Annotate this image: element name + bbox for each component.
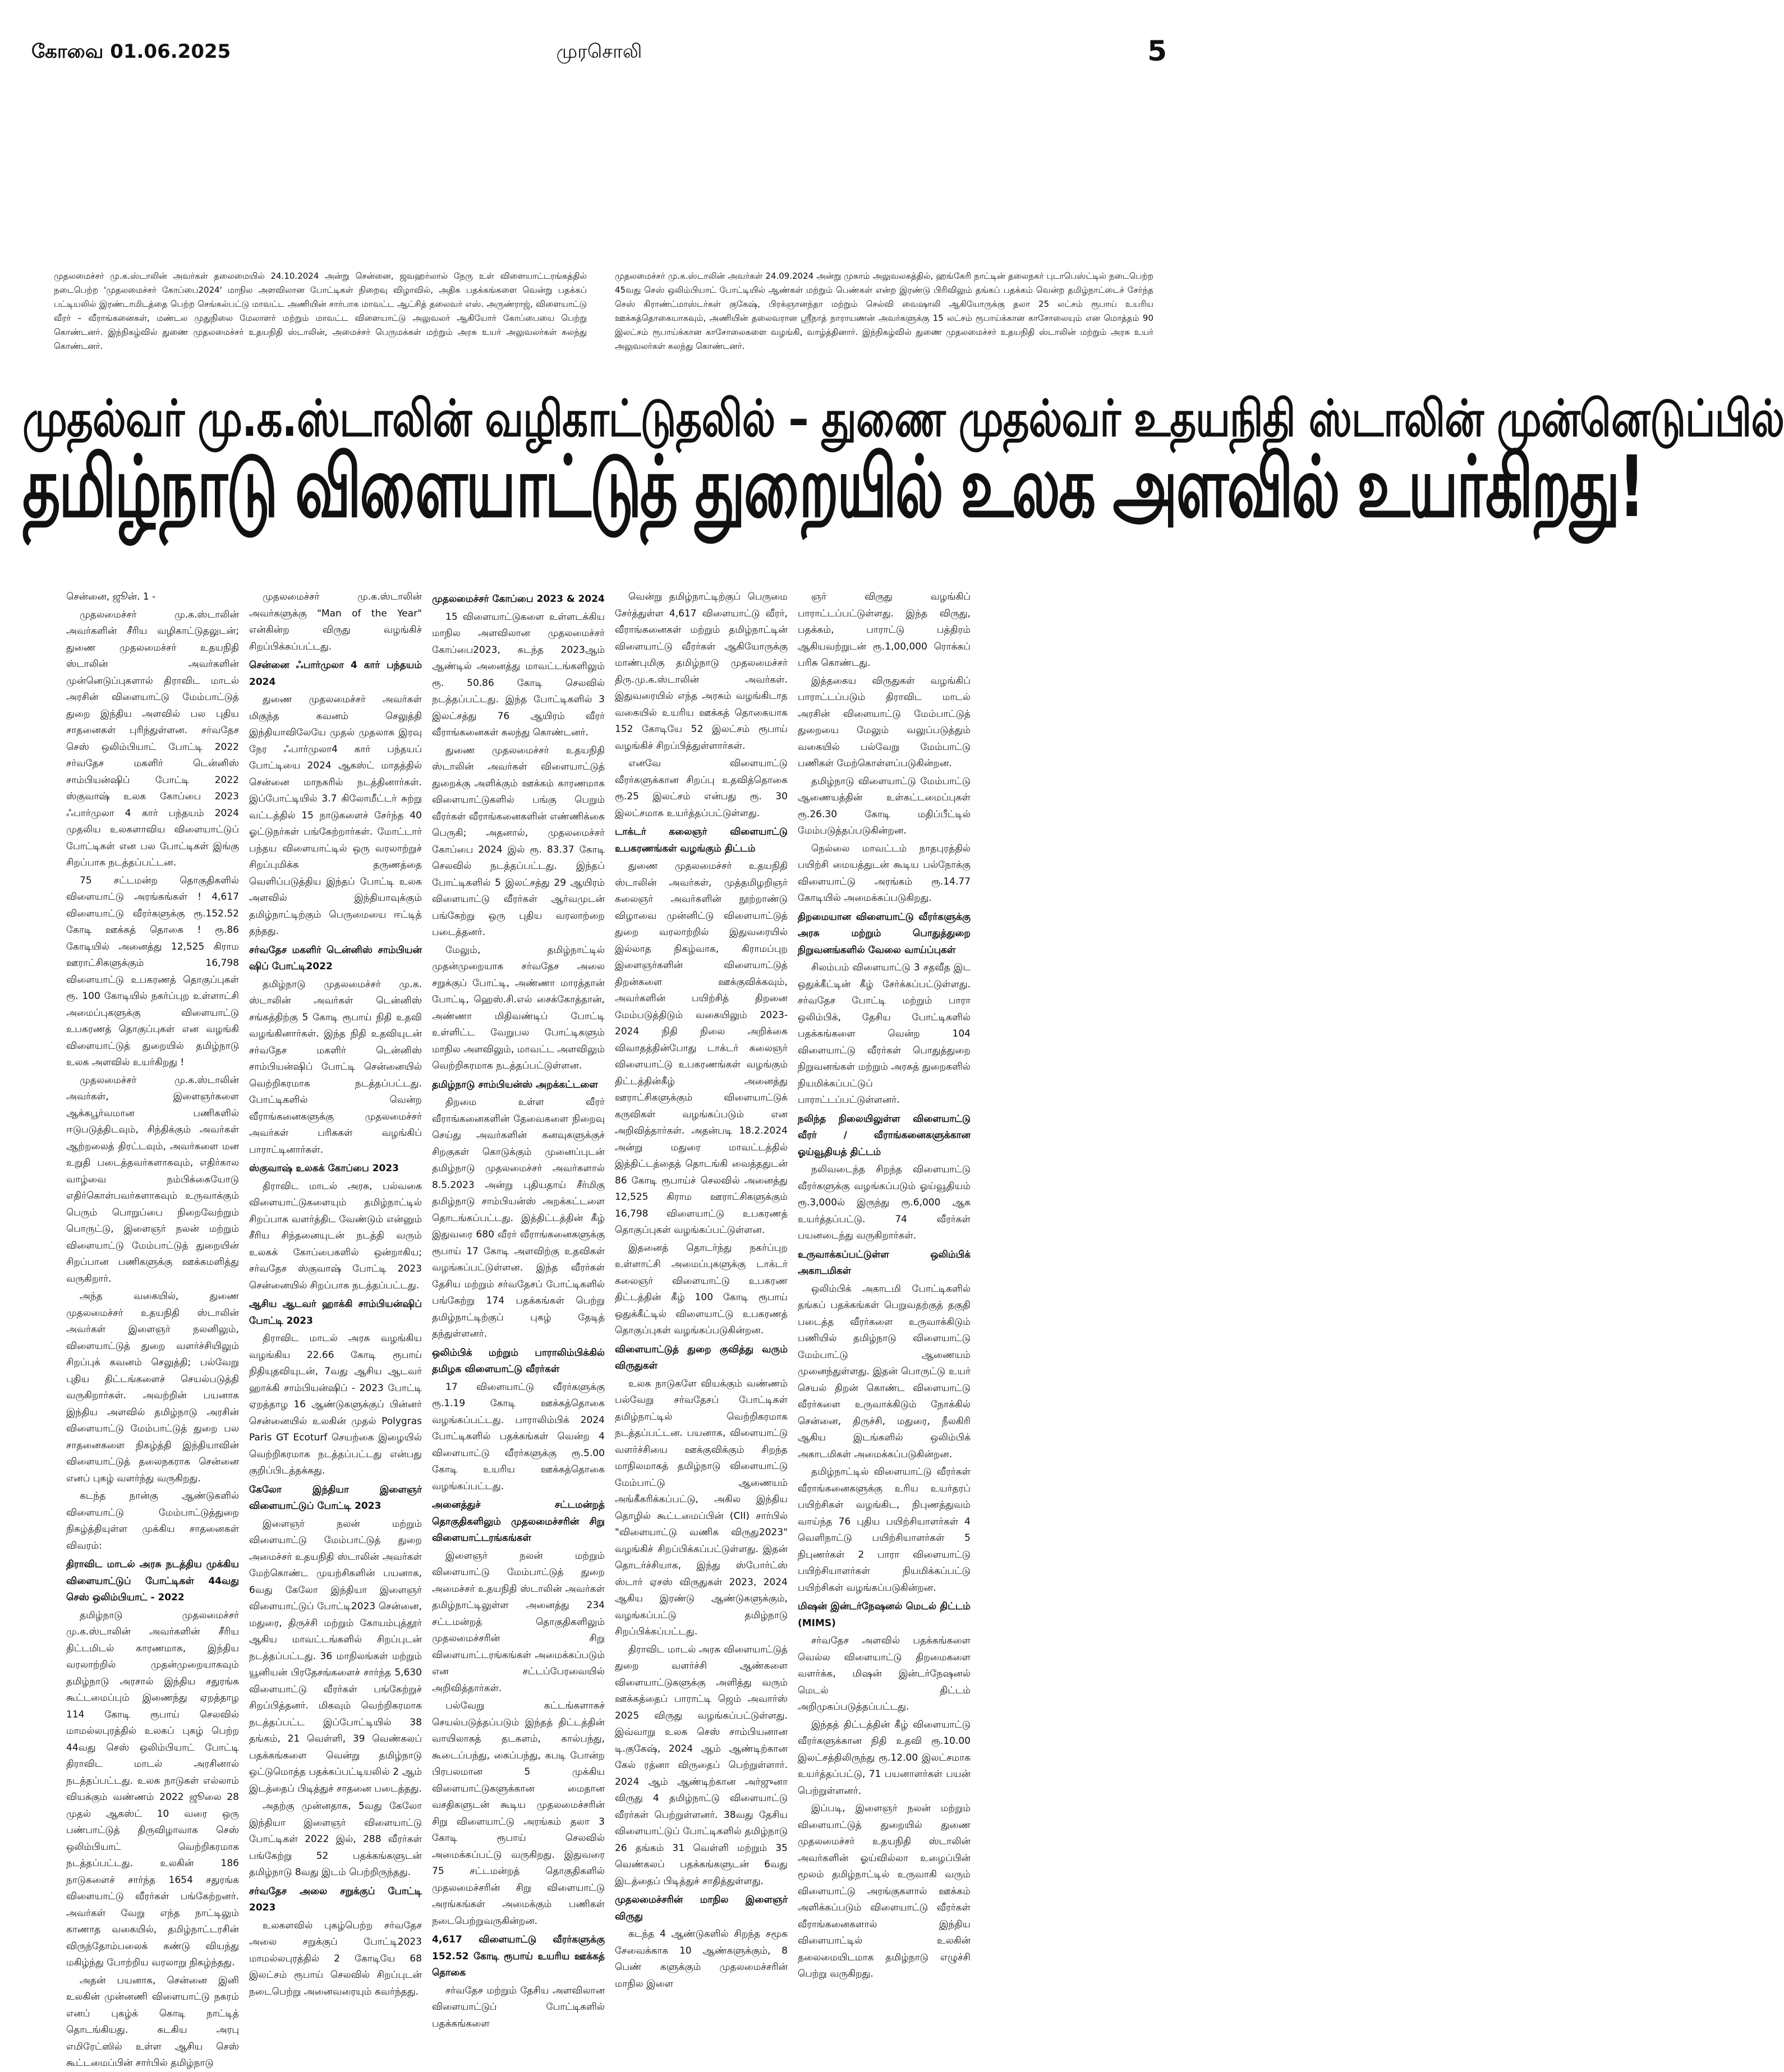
- subheading: திறமையான விளையாட்டு வீரர்களுக்கு அரசு மற்றும் பொதுத்துறை நிறுவனங்களில் வேலை வாய்ப்புகள்: [798, 911, 971, 956]
- paragraph: இதனைத் தொடர்ந்து நகர்ப்புற உள்ளாட்சி அமைப்புகளுக்கு டாக்டர் கலைஞர் விளையாட்டு உபகரண திட்டத்தின் கீழ் 100 கோடி ரூபாய் ஒதுக்கீட்டில் விளையாட்டு உபகரணத் தொகுப்புகள் வழங்கப்படுகின்றன.: [615, 1242, 788, 1336]
- article-body: [66, 589, 1157, 2069]
- paragraph: நலிவடைந்த சிறந்த விளையாட்டு வீரர்களுக்கு வழங்கப்படும் ஓய்வூதியம் ரூ.3,000ல் இருந்து ரூ.6,000 ஆக உயர்த்தப்பட்டு. 74 வீரர்கள் பயனடைந்து வருகிறார்கள்.: [798, 1164, 971, 1241]
- subheading: கேலோ இந்தியா இளைஞர் விளையாட்டுப் போட்டி 2023: [249, 1484, 422, 1512]
- subheading: அனைத்துச் சட்டமன்றத் தொகுதிகளிலும் முதலமைச்சரின் சிறு விளையாட்டரங்கங்கள்: [432, 1499, 605, 1544]
- article-column-4: [615, 589, 788, 1990]
- photo-caption-left: முதலமைச்சர் மு.க.ஸ்டாலின் அவர்கள் தலைமையில் 24.10.2024 அன்று சென்னை, ஜவஹர்லால் நேரு உள் விளையாட்டரங்கத்தில் நடைபெற்ற 'முதலமைச்சர் கோப்பை2024' மாநில அளவிலான போட்டிகள் நிறைவு விழாவில், அதிக பதக்கங்களை வென்று பதக்கப் பட்டியலில் இரண்டாமிடத்தை பெற்ற செங்கல்பட்டு மாவட்ட அணியின் சார்பாக மாவட்ட ஆட்சித் தலைவர் எஸ். அருண்ராஜ், விளையாட்டு வீரர் – வீராங்கனைகள், மண்டல முதுநிலை மேலாளர் மற்றும் மாவட்ட விளையாட்டு அலுவலர் ஆகியோர் கோப்பையை பெற்று கொண்டனர். இந்நிகழ்வில் துணை முதலமைச்சர் உதயநிதி ஸ்டாலின், அமைச்சர் பெருமக்கள் மற்றும் அரசு உயர் அலுவலர்கள் கலந்து கொண்டனர்.: [54, 271, 587, 351]
- paragraph: 75 சட்டமன்ற தொகுதிகளில் விளையாட்டு அரங்கங்கள் ! 4,617 விளையாட்டு வீரர்களுக்கு ரூ.152.52 கோடி ஊக்கத் தொகை ! ரூ.86 கோடியில் அனைத்து 12,525 கிராம ஊராட்சிகளுக்கும் 16,798 விளையாட்டு உபகரணத் தொகுப்புகள் ரூ. 100 கோடியில் நகர்ப்புற உள்ளாட்சி அமைப்புகளுக்கு விளையாட்டு உபகரணத் தொகுப்புகள் என வழங்கி விளையாட்டுத் துறையில் தமிழ்நாடு உலக அளவில் உயர்கிறது !: [66, 874, 239, 1068]
- kicker-headline: முதல்வர் மு.க.ஸ்டாலின் வழிகாட்டுதலில் – துணை முதல்வர் உதயநிதி ஸ்டாலின் முன்னெடுப்பில்: [22, 389, 1784, 448]
- paragraph: கடந்த நான்கு ஆண்டுகளில் விளையாட்டு மேம்பாட்டுத்துறை நிகழ்த்தியுள்ள முக்கிய சாதனைகள் விவரம்:: [66, 1490, 239, 1551]
- masthead: [31, 35, 1167, 68]
- photo-left: [31, 90, 592, 258]
- paragraph: தமிழ்நாடு முதலமைச்சர் மு.க.ஸ்டாலின் அவர்களின் சீரிய திட்டமிடல் காரணமாக, இந்திய வரலாற்றில் முதன்முறையாகவும் தமிழ்நாடு அரசால் இந்திய சதுரங்க கூட்டமைப்பும் இணைந்து ஏறத்தாழ 114 கோடி ரூபாய் செலவில் மாமல்லபுரத்தில் உலகப் புகழ் பெற்ற 44வது செஸ் ஒலிம்பியாட் போட்டி திராவிட மாடல் அரசினால் நடத்தப்பட்டது. உலக நாடுகள் எல்லாம் வியக்கும் வண்ணம் 2022 ஜூலை 28 முதல் ஆகஸ்ட் 10 வரை ஒரு பண்பாட்டுத் திருவிழாவாக செஸ் ஒலிம்பியாட் வெற்றிகரமாக நடத்தப்பட்டது. உலகின் 186 நாடுகளைச் சார்ந்த 1654 சதுரங்க விளையாட்டு வீரர்கள் பங்கேற்றனர். அவர்கள் வேறு எந்த நாட்டிலும் காணாத வகையில், தமிழ்நாட்டரசின் விருந்தோம்பலைக் கண்டு வியந்து மகிழ்ந்து போற்றிய வரலாறு நிகழ்ந்தது.: [66, 1609, 239, 1968]
- paragraph: எனவே விளையாட்டு வீரர்களுக்கான சிறப்பு உதவித்தொகை ரூ.25 இலட்சம் என்பது ரூ. 30 இலட்சமாக உயர்த்தப்பட்டுள்ளது.: [615, 758, 788, 819]
- paragraph: வென்று தமிழ்நாட்டிற்குப் பெருமை சேர்த்துள்ள 4,617 விளையாட்டு வீரர், வீராங்கனைகள் மற்றும் தமிழ்நாட்டின் விளையாட்டு வீரர்கள் ஆகியோருக்கு மாண்புமிகு தமிழ்நாடு முதலமைச்சர் திரு.மு.க.ஸ்டாலின் அவர்கள். இதுவரையில் எந்த அரசும் வழங்கிடாத வகையில் உயரிய ஊக்கத் தொகையாக 152 கோடியே 52 இலட்சம் ரூபாய் வழங்கிச் சிறப்பித்துள்ளார்கள்.: [615, 591, 788, 752]
- subheading: சென்னை ஃபார்முலா 4 கார் பந்தயம் 2024: [249, 660, 422, 688]
- article-column-5: [798, 589, 971, 1979]
- paragraph: அந்த வகையில், துணை முதலமைச்சர் உதயநிதி ஸ்டாலின் அவர்கள் இளைஞர் நலனிலும், விளையாட்டுத் துறை வளர்ச்சியிலும் சிறப்புக் கவனம் செலுத்தி; பல்வேறு புதிய திட்டங்களைச் செயல்படுத்தி வருகிறார்கள். அவற்றின் பயனாக இந்திய அளவில் தமிழ்நாடு அரசின் விளையாட்டு மேம்பாட்டுத் துறை பல சாதனைகளை நிகழ்த்தி இந்தியாவின் விளையாட்டுத் தலைநகராக சென்னை எனப் புகழ் வளர்ந்து வருகிறது.: [66, 1291, 239, 1484]
- edition-date: கோவை 01.06.2025: [31, 40, 231, 63]
- paragraph: ஞர் விருது வழங்கிப் பாராட்டப்பட்டுள்ளது. இந்த விருது, பதக்கம், பாராட்டு பத்திரம் ஆகியவற்றுடன் ரூ.1,00,000 ரொக்கப் பரிசு கொண்டது.: [798, 591, 971, 669]
- photo-row: [31, 90, 1167, 258]
- paragraph: இந்தத் திட்டத்தின் கீழ் விளையாட்டு வீரர்களுக்கான நிதி உதவி ரூ.10.00 இலட்சத்திலிருந்து ரூ.12.00 இலட்சமாக உயர்த்தப்பட்டு, 71 பயனாளர்கள் பயன் பெற்றுள்ளனர்.: [798, 1719, 971, 1797]
- subheading: சர்வதேச அலை சறுக்குப் போட்டி 2023: [249, 1885, 422, 1913]
- subheading: முதலமைச்சர் கோப்பை 2023 & 2024: [432, 593, 605, 605]
- paragraph: பல்வேறு கட்டங்களாகச் செயல்படுத்தப்படும் இந்தத் திட்டத்தின் வாயிலாகத் தடகளம், கால்பந்து, கூடைப்பந்து, கைப்பந்து, கபடி போன்ற பிரபலமான 5 முக்கிய விளையாட்டுகளுக்கான மைதான வசதிகளுடன் கூடிய முதலமைச்சரின் சிறு விளையாட்டு அரங்கம் தலா 3 கோடி ரூபாய் செலவில் அமைக்கப்பட்டு வருகிறது. இதுவரை 75 சட்டமன்றத் தொகுதிகளில் முதலமைச்சரின் சிறு விளையாட்டு அரங்கங்கள் அமைக்கும் பணிகள் நடைபெற்றுவருகின்றன.: [432, 1700, 605, 1927]
- photo-right: [615, 90, 1167, 258]
- paragraph: உலகளவில் புகழ்பெற்ற சர்வதேச அலை சறுக்குப் போட்டி2023 மாமல்லபுரத்தில் 2 கோடியே 68 இலட்சம் ரூபாய் செலவில் சிறப்புடன் நடைபெற்று அனைவரையும் கவர்ந்தது.: [249, 1919, 422, 1997]
- subheading: 4,617 விளையாட்டு வீரர்களுக்கு 152.52 கோடி ரூபாய் உயரிய ஊக்கத் தொகை: [432, 1934, 605, 1978]
- dateline: சென்னை, ஜூன். 1 -: [66, 591, 156, 602]
- paragraph: துணை முதலமைச்சர் உதயநிதி ஸ்டாலின் அவர்கள், முத்தமிழறிஞர் கலைஞர் அவர்களின் நூற்றாண்டு விழாவை முன்னிட்டு விளையாட்டுத் துறை வரலாற்றில் இதுவரையில் இல்லாத நிகழ்வாக, கிராமப்புற இளைஞர்களின் விளையாட்டுத் திறன்களை ஊக்குவிக்கவும், அவர்களின் பயிற்சித் திறனை மேம்படுத்திடும் வகையிலும் 2023-2024 நிதி நிலை அறிக்கை விவாதத்தின்போது டாக்டர் கலைஞர் விளையாட்டு உபகரணங்கள் வழங்கும் திட்டத்தின்கீழ் அனைத்து ஊராட்சிகளுக்கும் விளையாட்டுக் கருவிகள் வழங்கப்படும் என அறிவித்தார்கள். அதன்படி 18.2.2024 அன்று மதுரை மாவட்டத்தில் இத்திட்டத்தைத் தொடங்கி வைத்ததுடன் 86 கோடி ரூபாய்ச் செலவில் அனைத்து 12,525 கிராம ஊராட்சிகளுக்கும் 16,798 விளையாட்டு உபகரணத் தொகுப்புகள் வழங்கப்பட்டுள்ளன.: [615, 860, 788, 1236]
- subheading: ஆசிய ஆடவர் ஹாக்கி சாம்பியன்ஷிப் போட்டி 2023: [249, 1299, 422, 1327]
- page-number: 5: [1147, 35, 1167, 67]
- paragraph: திராவிட மாடல் அரசு விளையாட்டுத் துறை வளர்ச்சி ஆண்களை விளையாட்டுகளுக்கு அளித்து வரும் ஊக்கத்தைப் பாராட்டி ஜெம் அவார்ஸ் 2025 விருது வழங்கப்பட்டுள்ளது. இவ்வாறு உலக செஸ் சாம்பியனான டி.குகேஷ், 2024 ஆம் ஆண்டிற்கான கேல் ரத்னா விருதைப் பெற்றுள்ளார். 2024 ஆம் ஆண்டிற்கான அர்ஜுனா விருது 4 தமிழ்நாட்டு விளையாட்டு வீரர்கள் பெற்றுள்ளனர். 38வது தேசிய விளையாட்டுப் போட்டிகளில் தமிழ்நாடு 26 தங்கம் 31 வெள்ளி மற்றும் 35 வெண்கலப் பதக்கங்களுடன் 6வது இடத்தைப் பிடித்துச் சாதித்துள்ளது.: [615, 1643, 788, 1887]
- subheading: நலிந்த நிலையிலுள்ள விளையாட்டு வீரர் / வீராங்கனைகளுக்கான ஓய்வூதியத் திட்டம்: [798, 1113, 971, 1158]
- subheading: மிஷன் இன்டர்நேஷனல் மெடல் திட்டம் (MIMS): [798, 1601, 971, 1629]
- newspaper-name: முரசொலி: [556, 40, 642, 63]
- subheading: டாக்டர் கலைஞர் விளையாட்டு உபகரணங்கள் வழங்கும் திட்டம்: [615, 826, 788, 854]
- article-column-1: [66, 589, 239, 2069]
- paragraph: திராவிட மாடல் அரசு வழங்கிய வழங்கிய 22.66 கோடி ரூபாய் நிதியுதவியுடன், 7வது ஆசிய ஆடவர் ஹாக்கி சாம்பியன்ஷிப் - 2023 போட்டி ஏறத்தாழ 16 ஆண்டுகளுக்குப் பின்னர் சென்னையில் உலகின் முதல் Polygras Paris GT Ecoturf செயற்கை இழையில் வெற்றிகரமாக நடத்தப்பட்டது என்பது குறிப்பிடத்தக்கது.: [249, 1333, 422, 1476]
- paragraph: 17 விளையாட்டு வீரர்களுக்கு ரூ.1.19 கோடி ஊக்கத்தொகை வழங்கப்பட்டது. பாராலிம்பிக் 2024 போட்டிகளில் பதக்கங்கள் வென்ற 4 விளையாட்டு வீரர்களுக்கு ரூ.5.00 கோடி உயரிய ஊக்கத்தொகை வழங்கப்பட்டது.: [432, 1381, 605, 1492]
- paragraph: ஒலிம்பிக் அகாடமி போட்டிகளில் தங்கப் பதக்கங்கள் பெறுவதற்குத் தகுதி படைத்த வீரர்களை உருவாக்கிடும் பணியில் தமிழ்நாடு விளையாட்டு மேம்பாட்டு ஆணையம் முனைந்துள்ளது. இதன் பொருட்டு உயர் செயல் திறன் கொண்ட விளையாட்டு வீரர்களை உருவாக்கிடும் நோக்கில் சென்னை, திருச்சி, மதுரை, நீலகிரி ஆகிய இடங்களில் ஒலிம்பிக் அகாடமிகள் அமைக்கப்படுகின்றன.: [798, 1283, 971, 1460]
- paragraph: இப்படி, இளைஞர் நலன் மற்றும் விளையாட்டுத் துறையில் துணை முதலமைச்சர் உதயநிதி ஸ்டாலின் அவர்களின் ஓய்வில்லா உழைப்பின் மூலம் தமிழ்நாட்டில் உருவாகி வரும் விளையாட்டு அரங்குகளால் ஊக்கம் அளிக்கப்படும் விளையாட்டு வீரர்கள் வீராங்கனைகளால் இந்திய விளையாட்டில் உலகின் தலைமையிடமாக தமிழ்நாடு எழுச்சி பெற்று வருகிறது.: [798, 1803, 971, 1979]
- subheading: திராவிட மாடல் அரசு நடத்திய முக்கிய விளையாட்டுப் போட்டிகள் 44வது செஸ் ஒலிம்பியாட் - 2022: [66, 1559, 239, 1603]
- paragraph: உலக நாடுகளே வியக்கும் வண்ணம் பல்வேறு சர்வதேசப் போட்டிகள் தமிழ்நாட்டில் வெற்றிகரமாக நடத்தப்பட்டன. பயனாக, விளையாட்டு வளர்ச்சியை ஊக்குவிக்கும் சிறந்த மாநிலமாகத் தமிழ்நாடு விளையாட்டு மேம்பாட்டு ஆணையம் அங்கீகரிக்கப்பட்டு, அகில இந்திய தொழில் கூட்டமைப்பின் (CII) சார்பில் "விளையாட்டு வணிக விருது2023" வழங்கிச் சிறப்பிக்கப்பட்டுள்ளது. இதன் தொடர்ச்சியாக, இந்து ஸ்போர்ட்ஸ் ஸ்டார் ஏசஸ் விருதுகள் 2023, 2024 ஆகிய இரண்டு ஆண்டுகளுக்கும், வழங்கப்பட்டு தமிழ்நாடு சிறப்பிக்கப்பட்டது.: [615, 1378, 788, 1637]
- paragraph: முதலமைச்சர் மு.க.ஸ்டாலின் அவர்களின் சீரிய வழிகாட்டுதலுடன்; துணை முதலமைச்சர் உதயநிதி ஸ்டாலின் அவர்களின் முன்னெடுப்புகளால் திராவிட மாடல் அரசின் விளையாட்டு மேம்பாட்டுத் துறை இந்திய அளவில் பல புதிய சாதனைகள் புரிந்துள்ளன. சர்வதேச செஸ் ஒலிம்பியாட் போட்டி 2022 சர்வதேச மகளிர் டென்னிஸ் சாம்பியன்ஷிப் போட்டி 2022 ஸ்குவாஷ் உலக கோப்பை 2023 ஃபார்முலா 4 கார் பந்தயம் 2024 முதலிய உலகளாவிய விளையாட்டுப் போட்டிகள் என பல போட்டிகள் இங்கு சிறப்பாக நடத்தப்பட்டன.: [66, 609, 239, 868]
- paragraph: முதலமைச்சர் மு.க.ஸ்டாலின் அவர்கள், இளைஞர்களை ஆக்கபூர்வமான பணிகளில் ஈடுபடுத்திடவும், சிந்திக்கும் அவர்கள் ஆற்றலைத் திரட்டவும், அவர்களை மன உறுதி படைத்தவர்களாகவும், எதிர்கால வாழ்வை நம்பிக்கையோடு எதிர்கொள்பவர்களாகவும் உருவாக்கும் பெரும் பொறுப்பை நிறைவேற்றும் பொருட்டு, இளைஞர் நலன் மற்றும் விளையாட்டு மேம்பாட்டுத் துறையின் சிறப்பான பணிகளுக்கு ஊக்கமளித்து வருகிறார்.: [66, 1074, 239, 1284]
- paragraph: துணை முதலமைச்சர் உதயநிதி ஸ்டாலின் அவர்கள் விளையாட்டுத் துறைக்கு அளிக்கும் ஊக்கம் காரணமாக விளையாட்டுகளில் பங்கு பெறும் வீரர்கள் வீராங்கனைகளின் எண்ணிக்கை பெருகி; அதனால், முதலமைச்சர் கோப்பை 2024 இல் ரூ. 83.37 கோடி செலவில் நடத்தப்பட்டது. இந்தப் போட்டிகளில் 5 இலட்சத்து 29 ஆயிரம் விளையாட்டு வீரர்கள் ஆர்வமுடன் பங்கேற்று ஒரு புதிய வரலாற்றை படைத்தனர்.: [432, 744, 605, 938]
- subheading: ஒலிம்பிக் மற்றும் பாராலிம்பிக்கில் தமிழக விளையாட்டு வீரர்கள்: [432, 1347, 605, 1375]
- subheading: முதலமைச்சரின் மாநில இளைஞர் விருது: [615, 1894, 788, 1922]
- paragraph: சர்வதேச அளவில் பதக்கங்களை வெல்ல விளையாட்டு திறமைகளை வளர்க்க, மிஷன் இன்டர்நேஷனல் மெடல் திட்டம் அறிமுகப்படுத்தப்பட்டது.: [798, 1635, 971, 1712]
- paragraph: முதலமைச்சர் மு.க.ஸ்டாலின் அவர்களுக்கு "Man of the Year" என்கின்ற விருது வழங்கிச் சிறப்பிக்கப்பட்டது.: [249, 591, 422, 652]
- paragraph: சிலம்பம் விளையாட்டு 3 சதவீத இட ஒதுக்கீட்டின் கீழ் சேர்க்கப்பட்டுள்ளது. சர்வதேச போட்டி மற்றும் பாரா ஒலிம்பிக், தேசிய போட்டிகளில் பதக்கங்களை வென்ற 104 விளையாட்டு வீரர்கள் பொதுத்துறை நிறுவனங்கள் மற்றும் அரசுத் துறைகளில் நியமிக்கப்பட்டுப் பாராட்டப்பட்டுள்ளனர்.: [798, 962, 971, 1106]
- paragraph: இளைஞர் நலன் மற்றும் விளையாட்டு மேம்பாட்டுத் துறை அமைச்சர் உதயநிதி ஸ்டாலின் அவர்கள் மேற்கொண்ட முயற்சிகளின் பயனாக, 6வது கேலோ இந்தியா இளைஞர் விளையாட்டுப் போட்டி2023 சென்னை, மதுரை, திருச்சி மற்றும் கோயம்புத்தூர் ஆகிய மாவட்டங்களில் சிறப்புடன் நடத்தப்பட்டது. 36 மாநிலங்கள் மற்றும் யூனியன் பிரதேசங்களைச் சார்ந்த 5,630 விளையாட்டு வீரர்கள் பங்கேற்றுச் சிறப்பித்தனர். மிகவும் வெற்றிகரமாக நடத்தப்பட்ட இப்போட்டியில் 38 தங்கம், 21 வெள்ளி, 39 வெண்கலப் பதக்கங்களை வென்று தமிழ்நாடு ஒட்டுமொத்த பதக்கப்பட்டியலில் 2 ஆம் இடத்தைப் பிடித்துச் சாதனை படைத்தது.: [249, 1518, 422, 1794]
- article-column-2: [249, 589, 422, 1997]
- paragraph: சர்வதேச மற்றும் தேசிய அளவிலான விளையாட்டுப் போட்டிகளில் பதக்கங்களை: [432, 1984, 605, 2029]
- paragraph: நெல்லை மாவட்டம் நாதபுரத்தில் பயிற்சி மையத்துடன் கூடிய பல்நோக்கு விளையாட்டு அரங்கம் ரூ.14.77 கோடியில் அமைக்கப்படுகிறது.: [798, 842, 971, 904]
- paragraph: தமிழ்நாட்டில் விளையாட்டு வீரர்கள் வீராங்கனைகளுக்கு உரிய உயர்தரப் பயிற்சிகள் வழங்கிட, நிபுணத்துவம் வாய்ந்த 76 புதிய பயிற்சியாளர்கள் 4 வெளிநாட்டு பயிற்சியாளர்கள் 5 நிபுணர்கள் 2 பாரா விளையாட்டு பயிற்சியாளர்கள் நியமிக்கப்பட்டு பயிற்சிகள் வழங்கப்படுகின்றன.: [798, 1466, 971, 1594]
- paragraph: தமிழ்நாடு முதலமைச்சர் மு.க. ஸ்டாலின் அவர்கள் டென்னிஸ் சங்கத்திற்கு 5 கோடி ரூபாய் நிதி உதவி வழங்கினார்கள். இந்த நிதி உதவியுடன் சர்வதேச மகளிர் டென்னிஸ் சாம்பியன்ஷிப் போட்டி சென்னையில் வெற்றிகரமாக நடத்தப்பட்டது. போட்டிகளில் வென்ற வீராங்கனைகளுக்கு முதலமைச்சர் அவர்கள் பரிசுகள் வழங்கிப் பாராட்டினார்கள்.: [249, 978, 422, 1155]
- paragraph: மேலும், தமிழ்நாட்டில் முதன்முறையாக சர்வதேச அலை சறுக்குப் போட்டி, அண்ணா மாரத்தான் போட்டி, ஹெஸ்.சி.எல் சைக்கோத்தான், அண்ணா மிதிவண்டிப் போட்டி உள்ளிட்ட வேறுபல போட்டிகளும் மாநில அளவிலும், மாவட்ட அளவிலும் வெற்றிகரமாக நடத்தப்பட்டுள்ளன.: [432, 944, 605, 1071]
- subheading: உருவாக்கப்பட்டுள்ள ஒலிம்பிக் அகாடமிகள்: [798, 1249, 971, 1277]
- photo-caption-right: முதலமைச்சர் மு.க.ஸ்டாலின் அவர்கள் 24.09.2024 அன்று முகாம் அலுவலகத்தில், ஹங்கேரி நாட்டின் தலைநகர் புடாபெஸ்ட்டில் நடைபெற்ற 45வது செஸ் ஒலிம்பியாட் போட்டியில் ஆண்கள் மற்றும் பெண்கள் என்ற இரண்டு பிரிவிலும் தங்கப் பதக்கம் வென்ற தமிழ்நாட்டைச் சேர்ந்த செஸ் கிராண்ட்மாஸ்டர்கள் குகேஷ், பிரக்ஞானந்தா மற்றும் செல்வி வைஷாலி ஆகியோருக்கு தலா 25 லட்சம் ரூபாய் உயரிய ஊக்கத்தொகையாகவும், அணியின் தலைவரான ஸ்ரீநாத் நாராயணன் அவர்களுக்கு 15 லட்சம் ரூபாய்க்கான காசோலையும் என மொத்தம் 90 இலட்சம் ரூபாய்க்கான காசோலைகளை வழங்கி, வாழ்த்தினார். இந்நிகழ்வில் துணை முதலமைச்சர் உதயநிதி ஸ்டாலின் மற்றும் அரசு உயர் அலுவலர்கள் கலந்து கொண்டனர்.: [615, 271, 1153, 351]
- paragraph: கடந்த 4 ஆண்டுகளில் சிறந்த சமூக சேவைக்காக 10 ஆண்களுக்கும், 8 பெண் களுக்கும் முதலமைச்சரின் மாநில இளை: [615, 1928, 788, 1990]
- subheading: ஸ்குவாஷ் உலகக் கோப்பை 2023: [249, 1163, 399, 1174]
- main-headline: தமிழ்நாடு விளையாட்டுத் துறையில் உலக அளவில் உயர்கிறது!: [22, 437, 1644, 537]
- subheading: விளையாட்டுத் துறை குவித்து வரும் விருதுகள்: [615, 1343, 788, 1371]
- paragraph: அதன் பயனாக, சென்னை இனி உலகின் முன்னணி விளையாட்டு நகரம் எனப் புகழ்க் கொடி நாட்டித் தொடங்கியது. கடகிய அரபு எமிரேட்ஸில் உள்ள ஆசிய செஸ் கூட்டமைப்பின் சார்பில் தமிழ்நாடு: [66, 1974, 239, 2069]
- paragraph: துணை முதலமைச்சர் அவர்கள் மிகுந்த கவனம் செலுத்தி இந்தியாவிலேயே முதல் முதலாக இரவு நேர ஃபார்முலா4 கார் பந்தயப் போட்டியை 2024 ஆகஸ்ட் மாதத்தில் சென்னை மாநகரில் நடத்தினார்கள். இப்போட்டியில் 3.7 கிலோமீட்டர் சுற்று வட்டத்தில் 15 நாடுகளைச் சேர்ந்த 40 ஓட்டுநர்கள் பங்கேற்றார்கள். மோட்டார் பந்தய விளையாட்டில் ஒரு வரலாற்றுச் சிறப்புமிக்க தருணத்தை வெளிப்படுத்திய இந்தப் போட்டி உலக அளவில் இந்தியாவுக்கும் தமிழ்நாட்டிற்கும் பெருமையை ஈட்டித் தந்தது.: [249, 694, 422, 937]
- paragraph: அதற்கு முன்னதாக, 5வது கேலோ இந்தியா இளைஞர் விளையாட்டு போட்டிகள் 2022 இல், 288 வீரர்கள் பங்கேற்று 52 பதக்கங்களுடன் தமிழ்நாடு 8வது இடம் பெற்றிருந்தது.: [249, 1801, 422, 1878]
- paragraph: திறமை உள்ள வீரர் வீராங்கனைகளின் தேவைகளை நிறைவு செய்து அவர்களின் கனவுகளுக்குச் சிறகுகள் கொடுக்கும் முனைப்புடன் தமிழ்நாடு முதலமைச்சர் அவர்களால் 8.5.2023 அன்று புதியதாய் சீர்மிகு தமிழ்நாடு சாம்பியன்ஸ் அறக்கட்டளை தொடங்கப்பட்டது. இத்திட்டத்தின் கீழ் இதுவரை 680 வீரர் வீராங்கனைகளுக்கு ரூபாய் 17 கோடி அளவிற்கு உதவிகள் வழங்கப்பட்டுள்ளன. இந்த வீரர்கள் தேசிய மற்றும் சர்வதேசப் போட்டிகளில் பங்கேற்று 174 பதக்கங்கள் பெற்று தமிழ்நாட்டிற்குப் புகழ் தேடித் தந்துள்ளனர்.: [432, 1097, 605, 1339]
- paragraph: இத்தகைய விருதுகள் வழங்கிப் பாராட்டப்படும் திராவிட மாடல் அரசின் விளையாட்டு மேம்பாட்டுத் துறையை மேலும் வலுப்படுத்தும் வகையில் பல்வேறு மேம்பாட்டு பணிகள் மேற்கொள்ளப்படுகின்றன.: [798, 675, 971, 769]
- paragraph: தமிழ்நாடு விளையாட்டு மேம்பாட்டு ஆணையத்தின் உள்கட்டமைப்புகள் ரூ.26.30 கோடி மதிப்பீட்டில் மேம்படுத்தப்படுகின்றன.: [798, 775, 971, 836]
- paragraph: திராவிட மாடல் அரசு, பல்வகை விளையாட்டுகளையும் தமிழ்நாட்டில் சிறப்பாக வளர்த்திட வேண்டும் என்னும் சீரிய சிந்தனையுடன் நடத்தி வரும் உலகக் கோப்பைகளில் ஒன்றாகிய; சர்வதேச ஸ்குவாஷ் போட்டி 2023 சென்னையில் சிறப்பாக நடத்தப்பட்டது.: [249, 1180, 422, 1291]
- paragraph: இளைஞர் நலன் மற்றும் விளையாட்டு மேம்பாட்டுத் துறை அமைச்சர் உதயநிதி ஸ்டாலின் அவர்கள் தமிழ்நாட்டிலுள்ள அனைத்து 234 சட்டமன்றத் தொகுதிகளிலும் முதலமைச்சரின் சிறு விளையாட்டரங்கங்கள் அமைக்கப்படும் என சட்டப்பேரவையில் அறிவித்தார்கள்.: [432, 1550, 605, 1694]
- subheading: சர்வதேச மகளிர் டென்னிஸ் சாம்பியன் ஷிப் போட்டி2022: [249, 944, 422, 972]
- subheading: தமிழ்நாடு சாம்பியன்ஸ் அறக்கட்டளை: [432, 1079, 598, 1090]
- article-column-3: [432, 589, 605, 2029]
- paragraph: 15 விளையாட்டுகளை உள்ளடக்கிய மாநில அளவிலான முதலமைச்சர் கோப்பை2023, கடந்த 2023ஆம் ஆண்டில் அனைத்து மாவட்டங்களிலும் ரூ. 50.86 கோடி செலவில் நடத்தப்பட்டது. இந்த போட்டிகளில் 3 இலட்சத்து 76 ஆயிரம் வீரர் வீராங்கனைகள் கலந்து கொண்டனர்.: [432, 611, 605, 738]
